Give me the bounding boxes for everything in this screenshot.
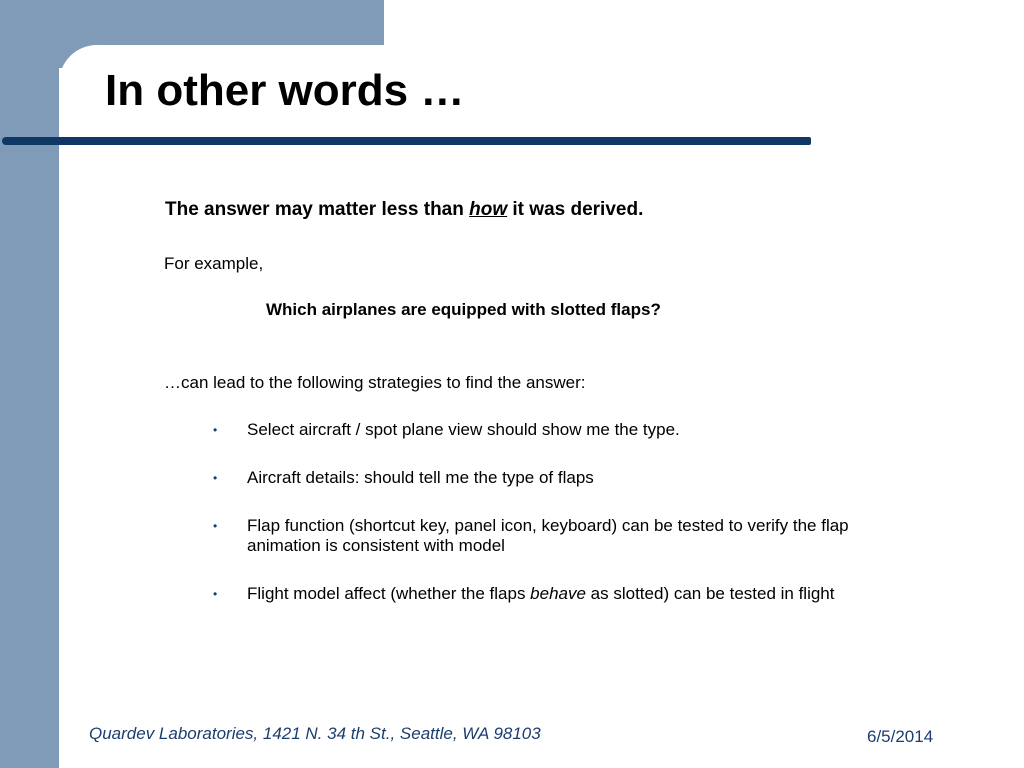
top-bar-cutout: [219, 45, 384, 68]
strategy-item: [213, 420, 893, 440]
strategy-text: Aircraft details: should tell me the type of flaps: [247, 468, 594, 487]
strategy-text: Flap function (shortcut key, panel icon, keyboard) can be tested to verify the flap animation is consistent with model: [247, 516, 849, 555]
example-question: Which airplanes are equipped with slotted flaps?: [266, 300, 661, 319]
footer-date: 6/5/2014: [867, 727, 934, 746]
strategy-emphasis: behave: [530, 584, 586, 603]
strategy-text-end: as slotted) can be tested in flight: [585, 584, 835, 603]
strategy-text-start: Flight model affect (whether the flaps: [247, 584, 531, 603]
title-rule: [2, 137, 811, 145]
strategy-item: [213, 516, 893, 556]
strategy-item: [213, 584, 893, 604]
bullet-icon: •: [213, 587, 218, 601]
strategy-text: Select aircraft / spot plane view should show me the type.: [247, 420, 680, 439]
lead-text-start: The answer may matter less than: [165, 199, 470, 220]
footer-address: Quardev Laboratories, 1421 N. 34 th St., Seattle, WA 98103: [89, 724, 541, 743]
bullet-icon: •: [213, 519, 218, 533]
lead-emphasis: how: [469, 199, 508, 220]
slide-title: In other words …: [105, 66, 465, 115]
strategies-intro: …can lead to the following strategies to find the answer:: [164, 373, 586, 392]
bullet-icon: •: [213, 471, 218, 485]
left-decorative-bar: [0, 0, 59, 768]
bullet-icon: •: [213, 423, 218, 437]
example-intro: For example,: [164, 254, 264, 273]
lead-text-end: it was derived.: [507, 199, 644, 220]
strategy-list: [213, 420, 893, 632]
strategy-item: [213, 468, 893, 488]
lead-statement: [165, 199, 643, 221]
